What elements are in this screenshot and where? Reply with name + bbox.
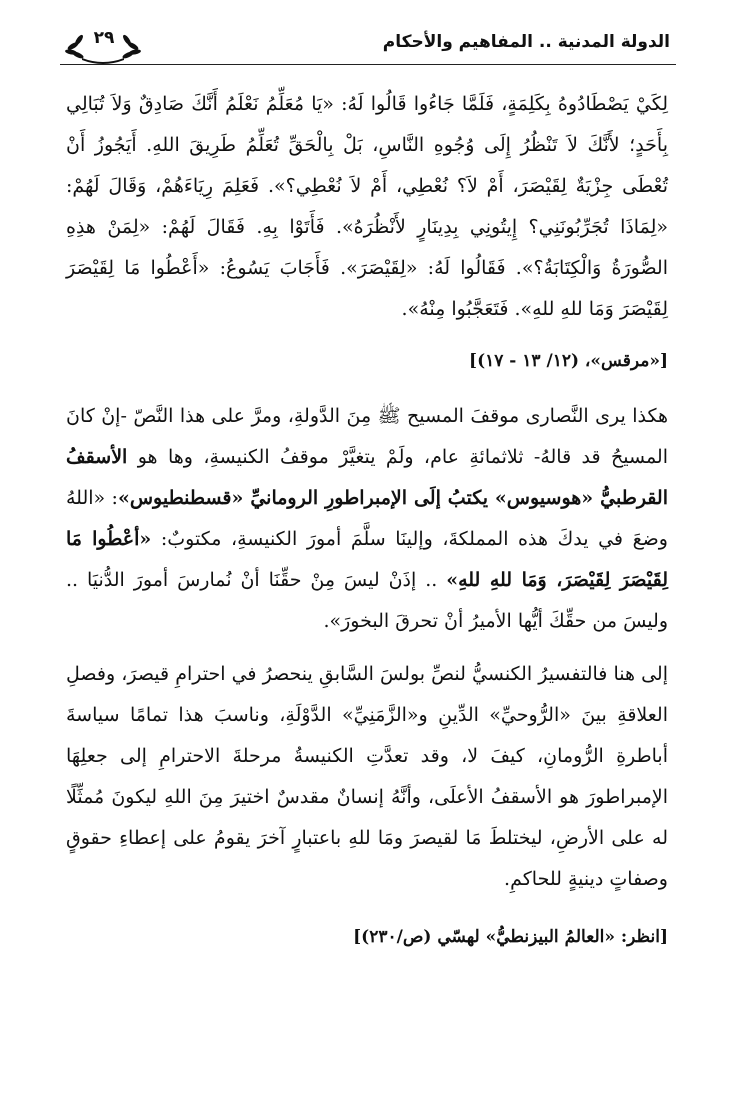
source-reference: [انظر: «العالمُ البيزنطيُّ» لهسّي (ص/٢٣٠)] — [353, 927, 668, 947]
emphasized-quote: «أعْطُوا مَا لِقَيْصَرَ لِقَيْصَرَ، وَمَا للهِ للهِ» — [66, 528, 668, 591]
header-divider — [60, 64, 676, 65]
page-header — [60, 22, 676, 68]
emphasized-text: الأسقفُ القرطبيُّ «هوسيوس» يكتبُ إلَى الإمبراطورِ الرومانيِّ «قسطنطيوس» — [66, 446, 668, 509]
quote-reference: [«مرقس»، (١٢/ ١٣ - ١٧)] — [469, 351, 668, 371]
paragraph-text: .. إذَنْ ليسَ مِنْ حقِّنَا أنْ نُمارسَ أمورَ الدُّنيَا .. وليسَ من حقِّكَ أيُّها الأميرُ أنْ تحرقَ البخورَ». — [66, 569, 668, 632]
scripture-quote: لِكَيْ يَصْطَادُوهُ بِكَلِمَةٍ، فَلَمَّا جَاءُوا قَالُوا لَهُ: «يَا مُعَلِّمُ نَعْلَمُ أَنَّكَ صَادِقٌ وَلاَ تُبَالِي بِأَحَدٍ؛ لأَنَّكَ لاَ تَنْظُرُ إِلَى وُجُوهِ النَّاسِ، بَلْ بِالْحَقِّ تُعَلِّمُ طَرِيقَ اللهِ. أَيَجُوزُ أَنْ تُعْطَى جِزْيَةٌ لِقَيْصَرَ، أَمْ لاَ؟ نُعْطِي، أَمْ لاَ نُعْطِي؟». فَعَلِمَ رِيَاءَهُمْ، وَقَالَ لَهُمْ: «لِمَاذَا تُجَرِّبُونَنِي؟ إِيتُونِي بِدِينَارٍ لأَنْظُرَهُ». فَأَتَوْا بِهِ. فَقَالَ لَهُمْ: «لِمَنْ هذِهِ الصُّورَةُ وَالْكِتَابَةُ؟». فَقَالُوا لَهُ: «لِقَيْصَرَ». فَأَجَابَ يَسُوعُ: «أَعْطُوا مَا لِقَيْصَرَ لِقَيْصَرَ وَمَا للهِ للهِ». فَتَعَجَّبُوا مِنْهُ». — [66, 93, 669, 320]
body-paragraph-1 — [66, 396, 668, 642]
running-title: الدولة المدنية .. المفاهيم والأحكام — [382, 32, 670, 52]
paragraph-text: هكذا يرى النَّصارى موقفَ المسيح ﷺ مِنَ الدَّولةِ، ومرَّ على هذا النَّصّ -إنْ كانَ المسيحُ قد قالهُ- ثلاثمائةِ عام، ولَمْ يتغيَّرْ موقفُ الكنيسةِ، وها هو — [66, 405, 668, 468]
page-body — [66, 84, 668, 954]
page-number: ٢٩ — [93, 28, 115, 48]
body-paragraph-2: إلى هنا فالتفسيرُ الكنسيُّ لنصِّ بولسَ السَّابقِ ينحصرُ في احترامِ قيصرَ، وفصلِ العلاقةِ بينَ «الرُّوحيِّ» الدِّينِ و«الزَّمَنِيِّ» الدَّوْلَةِ، وناسبَ هذا تمامًا سياسةَ أباطرةِ الرُّومانِ، كيفَ لا، وقد تعدَّتِ الكنيسةُ مرحلةَ الاحترامِ إلى جعلِهَا الإمبراطورَ هو الأسقفُ الأعلَى، وأنَّهُ إنسانٌ مقدسٌ اختيرَ مِنَ اللهِ ليكونَ مُمثِّلًا له على الأرضِ، ليختلطَ مَا لقيصرَ ومَا للهِ باعتبارٍ آخرَ يقومُ على إعطاءِ حقوقٍ وصفاتٍ دينيةٍ للحاكمِ. — [66, 663, 668, 890]
paragraph-text: : «اللهُ وضعَ في يدكَ هذه المملكةَ، وإلينَا سلَّمَ أمورَ الكنيسةِ، مكتوبٌ: — [66, 487, 668, 550]
